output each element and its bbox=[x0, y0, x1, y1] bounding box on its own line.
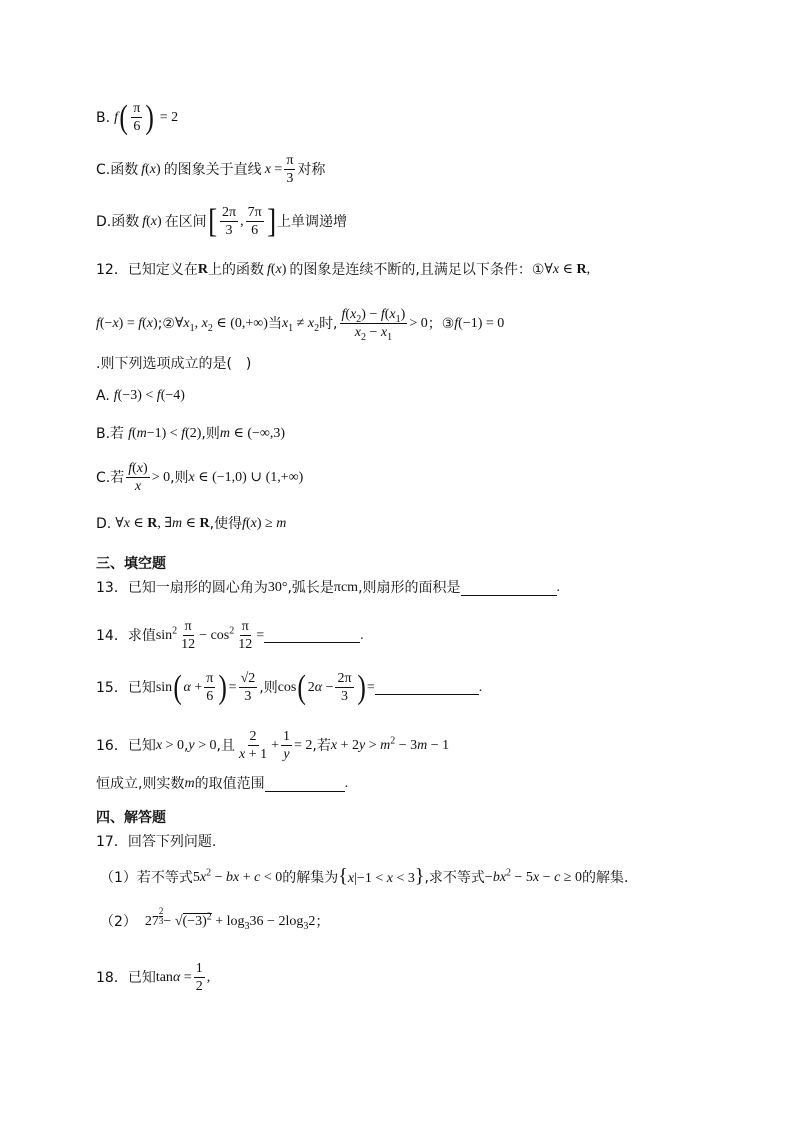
math-c2: x ∈ (−1,0) ∪ (1,+∞) bbox=[188, 469, 304, 485]
comma: , bbox=[240, 213, 244, 229]
option-label: C.函数 bbox=[96, 161, 139, 178]
q17-p1: （1）若不等式 bbox=[100, 869, 193, 886]
math-fx: f(x) bbox=[266, 262, 287, 277]
paren-right: ) bbox=[218, 668, 228, 706]
q16-line2b-text: 的取值范围 bbox=[194, 776, 265, 792]
q13 bbox=[96, 578, 560, 598]
q13-text3: ,则扇形的面积是 bbox=[358, 580, 461, 596]
option-label: A. bbox=[96, 388, 110, 404]
real-set-symbol: R bbox=[197, 262, 208, 277]
option-label: C.若 bbox=[96, 469, 125, 486]
q13-arc: πcm bbox=[333, 580, 359, 595]
q16-end: . bbox=[344, 776, 349, 791]
math-tan: tanα = bbox=[155, 969, 192, 985]
fraction-2pi-3: $\frac{2\pi}{3}$ bbox=[337, 671, 352, 704]
fraction-monotone: $\frac{f(x_2) - f(x_1)}{x_2 - x_1}$ bbox=[341, 307, 406, 343]
q15-text: 15．已知 bbox=[96, 679, 156, 696]
q12-ask-text: .则下列选项成立的是( ) bbox=[96, 356, 252, 372]
math-eq: = bbox=[256, 627, 265, 643]
d-mid-text: 在区间 bbox=[164, 213, 207, 230]
q13-text2: ,弧长是 bbox=[287, 580, 334, 596]
math-x-eq: x = bbox=[264, 161, 283, 177]
q15 bbox=[96, 670, 482, 705]
q17-part1 bbox=[100, 866, 628, 889]
math-eq: = bbox=[228, 679, 237, 695]
fraction-pi-3: $\frac{\pi}{3}$ bbox=[286, 153, 294, 186]
math-d2: f(x) ≥ m bbox=[242, 516, 287, 531]
q18-text: 18．已知 bbox=[96, 969, 156, 986]
option-label: D.函数 bbox=[96, 213, 140, 230]
q12-option-b bbox=[96, 424, 285, 444]
cond2-label: ;② bbox=[157, 315, 175, 332]
math-cos2: − $\cos^2$ bbox=[199, 624, 235, 643]
math-x1-neq-x2: $x_1 \ne x_2$ bbox=[281, 315, 320, 334]
cond3-label: ；③ bbox=[427, 315, 455, 332]
fraction-2-x1: $\frac{2}{x + 1}$ bbox=[238, 729, 268, 762]
d-end-text: 上单调递增 bbox=[277, 213, 347, 230]
option-label: B. bbox=[96, 109, 111, 126]
q17-p2end: ； bbox=[315, 914, 330, 930]
fraction-pi-12b: $\frac{\pi}{12}$ bbox=[238, 619, 253, 652]
bracket-right: ] bbox=[266, 202, 276, 240]
math-2alpha-minus: 2α − bbox=[307, 679, 334, 695]
answer-blank[interactable] bbox=[375, 680, 479, 695]
q12-text2: 上的函数 bbox=[207, 262, 264, 278]
paren-left: ( bbox=[297, 668, 307, 706]
section-3-title: 三、填空题 bbox=[96, 556, 166, 572]
q17-p2: （2） bbox=[100, 914, 137, 930]
q13-end: . bbox=[556, 580, 561, 595]
fraction-sqrt2-3: $\frac{√2}{3}$ bbox=[240, 671, 256, 704]
q14 bbox=[96, 618, 364, 653]
c-mid-text: ,则 bbox=[170, 469, 189, 486]
q16-comma: , bbox=[183, 737, 189, 754]
math-inequality: $x + 2y > m^2 - 3m - 1$ bbox=[330, 734, 450, 753]
option-label: D. bbox=[96, 516, 112, 532]
fraction-pi-6: $\frac{\pi}{6}$ bbox=[206, 671, 214, 704]
q14-text: 14．求值 bbox=[96, 627, 156, 644]
math-alpha-plus: α + bbox=[183, 679, 203, 695]
q16-line2 bbox=[96, 774, 348, 794]
cond2-then: 时, bbox=[319, 315, 338, 332]
c-mid-text: 的图象关于直线 bbox=[163, 161, 262, 178]
paren-left: ( bbox=[119, 98, 128, 136]
fraction-fx-x: $\frac{f(x)}{x}$ bbox=[128, 461, 148, 494]
math-eq: = bbox=[366, 679, 375, 695]
b-mid-text: ,则 bbox=[201, 426, 220, 442]
q12-intro bbox=[96, 260, 590, 280]
d-mid-text: ,使得 bbox=[209, 516, 243, 532]
fraction-7pi-6: $\frac{7\pi}{6}$ bbox=[247, 205, 262, 238]
q13-text: 13．已知一扇形的圆心角为 bbox=[96, 580, 268, 596]
math-sin: sin bbox=[155, 679, 173, 695]
math-ineq1: $5x^2$ − bx + c < 0 bbox=[192, 866, 283, 885]
fraction-pi-6: $\frac{\pi}{6}$ bbox=[133, 101, 141, 134]
math-solution-set: {x|−1 < x < 3} bbox=[338, 865, 425, 887]
cond2-when: 当 bbox=[267, 315, 282, 332]
q15-mid: ,则 bbox=[259, 679, 278, 696]
math-fx: f(x) bbox=[141, 161, 161, 177]
q16 bbox=[96, 728, 449, 763]
q17-part2 bbox=[100, 906, 330, 932]
math-eq-2: = 2 bbox=[294, 737, 313, 753]
paren-right: ) bbox=[145, 98, 155, 136]
q11-option-c bbox=[96, 152, 325, 187]
q11-option-b bbox=[96, 100, 178, 135]
q15-end: . bbox=[478, 679, 483, 695]
math-f: f bbox=[114, 109, 118, 125]
fraction-2pi-3: $\frac{2\pi}{3}$ bbox=[222, 205, 237, 238]
paren-left: ( bbox=[173, 668, 183, 706]
q16-if: ,若 bbox=[312, 737, 331, 754]
math-b1: f(m−1) < f(2) bbox=[128, 426, 202, 441]
answer-blank[interactable] bbox=[461, 581, 557, 596]
math-sin2: $\sin^2$ bbox=[155, 624, 178, 643]
q12-text: 12．已知定义在 bbox=[96, 262, 198, 278]
math-gt-zero: > 0 bbox=[409, 315, 428, 331]
section-4-title: 四、解答题 bbox=[96, 810, 166, 826]
q17-p1c: ,求不等式 bbox=[424, 869, 485, 886]
math-b2: m ∈ (−∞,3) bbox=[219, 426, 286, 441]
q12-text3: 的图象是连续不断的,且满足以下条件：① bbox=[289, 262, 545, 278]
answer-blank[interactable] bbox=[264, 628, 360, 643]
math-y-gt-0: y > 0 bbox=[188, 737, 217, 753]
q16-and: ,且 bbox=[216, 737, 235, 754]
math-even-func: f(−x) = f(x) bbox=[96, 315, 158, 331]
paren-right: ) bbox=[356, 668, 366, 706]
q12-conditions bbox=[96, 306, 504, 341]
math-logs: + $\log_336 - 2\log_32$ bbox=[211, 914, 316, 932]
fraction-pi-12: $\frac{\pi}{12}$ bbox=[181, 619, 196, 652]
math-fx: f(x) bbox=[142, 213, 162, 229]
fraction-1-2: $\frac{1}{2}$ bbox=[195, 961, 203, 994]
math-forall-x-in-R: ∀x ∈ R, bbox=[544, 262, 591, 277]
option-label: B.若 bbox=[96, 426, 125, 442]
q12-option-a bbox=[96, 386, 185, 406]
b-rhs: = 2 bbox=[159, 109, 179, 125]
c-end-text: 对称 bbox=[297, 161, 326, 178]
q16-text: 16．已知 bbox=[96, 737, 156, 754]
q17-title-text: 17．回答下列问题. bbox=[96, 834, 217, 850]
q17-p1d: 的解集. bbox=[581, 869, 629, 886]
math-plus: + bbox=[271, 737, 280, 753]
math-27-power: 27 $^{\frac{2}{3}}$ bbox=[144, 906, 164, 929]
math-sqrt: − $√(-3)^2$ bbox=[163, 911, 212, 929]
q18 bbox=[96, 960, 210, 995]
answer-blank[interactable] bbox=[265, 777, 345, 792]
math-f-neg1-zero: f(−1) = 0 bbox=[454, 315, 505, 331]
q13-degree: 30° bbox=[267, 580, 288, 595]
math-gt-zero: > 0 bbox=[151, 469, 171, 485]
q17-title bbox=[96, 832, 216, 852]
q12-ask bbox=[96, 354, 251, 374]
q11-option-d bbox=[96, 204, 347, 239]
q12-option-d bbox=[96, 514, 286, 534]
q17-p1b: 的解集为 bbox=[282, 869, 339, 886]
q14-end: . bbox=[360, 627, 364, 643]
math-forall-x1x2: $\forall x_1$, $x_2$ ∈ (0,+∞) bbox=[174, 315, 268, 334]
math-a: f(−3) < f(−4) bbox=[113, 388, 185, 403]
q12-option-c bbox=[96, 460, 303, 495]
q16-m: m bbox=[184, 776, 195, 791]
q18-end: , bbox=[206, 969, 211, 985]
q16-line2-text: 恒成立,则实数 bbox=[96, 776, 185, 792]
fraction-1-y: $\frac{1}{y}$ bbox=[283, 729, 291, 762]
math-x-gt-0: x > 0 bbox=[155, 737, 184, 753]
bracket-left: [ bbox=[207, 202, 217, 240]
math-ineq2: $-bx^2 - 5x - c \ge 0$ bbox=[484, 866, 582, 885]
math-d1: ∀x ∈ R, ∃m ∈ R bbox=[115, 516, 210, 531]
math-cos: cos bbox=[277, 679, 297, 695]
